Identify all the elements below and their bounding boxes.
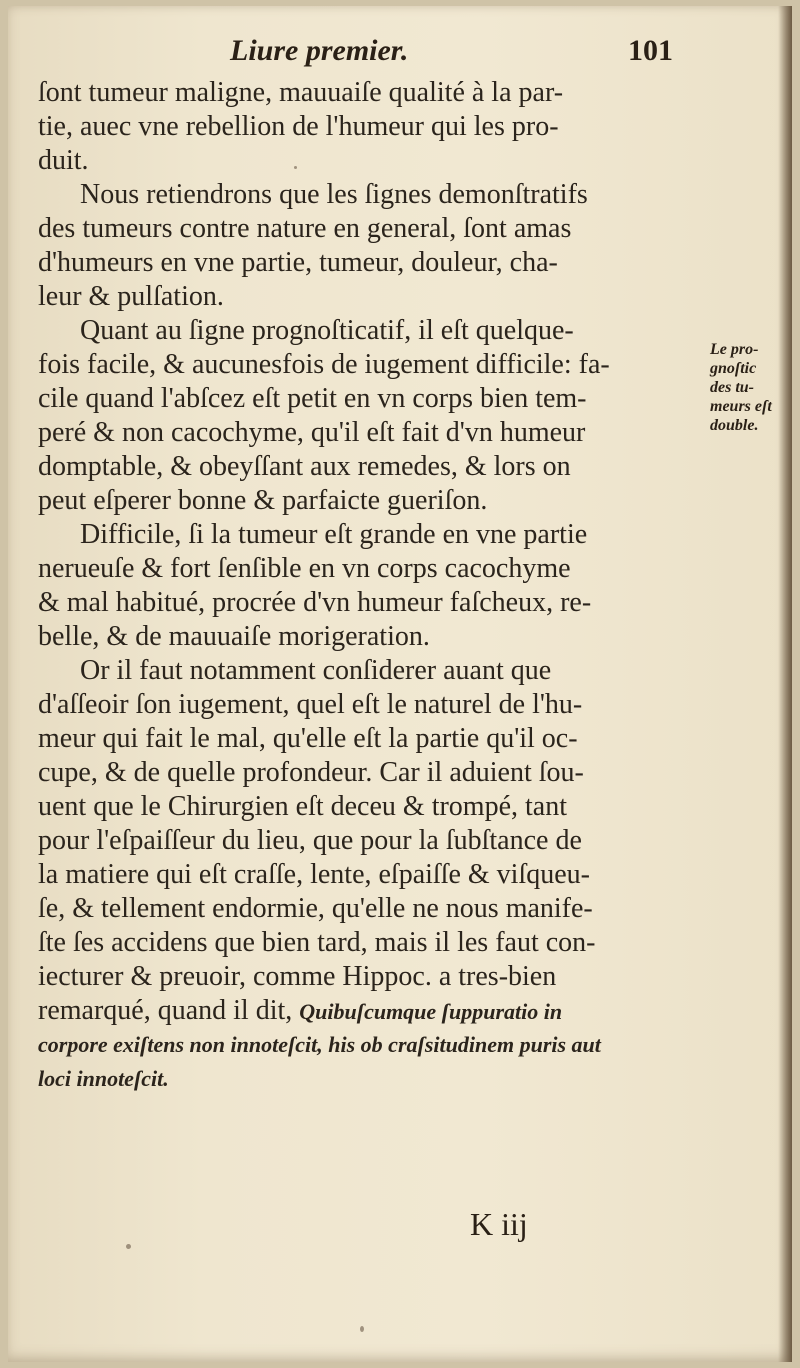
text-line: belle, & de mauuaiſe morigeration. [38, 621, 430, 652]
text-line: ſe, & tellement endormie, qu'elle ne nous manife- [38, 893, 593, 924]
text-line: & mal habitué, procrée d'vn humeur faſcheux, re- [38, 587, 592, 618]
signature-mark: K iij [470, 1206, 528, 1242]
page-spine-shadow [778, 6, 792, 1362]
marginal-note-line: double. [710, 417, 759, 434]
book-page [8, 6, 792, 1362]
text-line: des tumeurs contre nature en general, ſont amas [38, 213, 572, 244]
text-line: d'humeurs en vne partie, tumeur, douleur, cha- [38, 247, 558, 278]
text-line: uent que le Chirurgien eſt deceu & trompé, tant [38, 791, 567, 822]
paper-speck [126, 1244, 131, 1249]
text-line: leur & pulſation. [38, 281, 224, 312]
marginal-note-line: des tu- [710, 379, 754, 396]
text-line: nerueuſe & fort ſenſible en vn corps cacochyme [38, 553, 571, 584]
marginal-note-line: Le pro- [710, 341, 759, 358]
text-line: peut eſperer bonne & parfaicte gueriſon. [38, 485, 488, 516]
text-line: cupe, & de quelle profondeur. Car il aduient ſou- [38, 757, 584, 788]
latin-quotation: loci innoteſcit. [38, 1066, 169, 1091]
latin-quotation: corpore exiſtens non innoteſcit, his ob craſsitudinem puris aut [38, 1032, 601, 1057]
text-line: peré & non cacochyme, qu'il eſt fait d'vn humeur [38, 417, 586, 448]
text-line: duit. [38, 145, 89, 176]
text-line: iecturer & preuoir, comme Hippoc. a tres-bien [38, 961, 557, 992]
paragraph-first-line: Or il faut notamment conſiderer auant que [80, 655, 552, 686]
text-line: tie, auec vne rebellion de l'humeur qui les pro- [38, 111, 559, 142]
text-line: cile quand l'abſcez eſt petit en vn corps bien tem- [38, 383, 587, 414]
body-text [38, 76, 703, 1096]
paragraph-first-line: Difficile, ſi la tumeur eſt grande en vne partie [80, 519, 588, 550]
page-header [8, 26, 792, 76]
text-line: ſte ſes accidens que bien tard, mais il les faut con- [38, 927, 596, 958]
paragraph-first-line: Quant au ſigne prognoſticatif, il eſt quelque- [80, 315, 574, 346]
text-segment: remarqué, quand il dit, [38, 995, 293, 1026]
text-line-with-quote [38, 994, 703, 1028]
paper-speck [294, 166, 297, 169]
latin-quotation: Quibuſcumque ſuppuratio in [299, 999, 563, 1024]
text-line: ſont tumeur maligne, mauuaiſe qualité à la par- [38, 77, 564, 108]
text-line: la matiere qui eſt craſſe, lente, eſpaiſſe & viſqueu- [38, 859, 590, 890]
marginal-note-line: meurs eſt [710, 398, 772, 415]
text-line: fois facile, & aucunesfois de iugement difficile: fa- [38, 349, 610, 380]
running-title: Liure premier. [230, 34, 409, 67]
marginal-note [710, 340, 788, 435]
page-number: 101 [628, 34, 673, 67]
text-line: domptable, & obeyſſant aux remedes, & lors on [38, 451, 571, 482]
text-line: meur qui fait le mal, qu'elle eſt la partie qu'il oc- [38, 723, 578, 754]
marginal-note-line: gnoſtic [710, 360, 757, 377]
paper-speck [360, 1326, 364, 1332]
text-line: d'aſſeoir ſon iugement, quel eſt le naturel de l'hu- [38, 689, 583, 720]
text-line: pour l'eſpaiſſeur du lieu, que pour la ſubſtance de [38, 825, 582, 856]
paragraph-first-line: Nous retiendrons que les ſignes demonſtratifs [80, 179, 588, 210]
